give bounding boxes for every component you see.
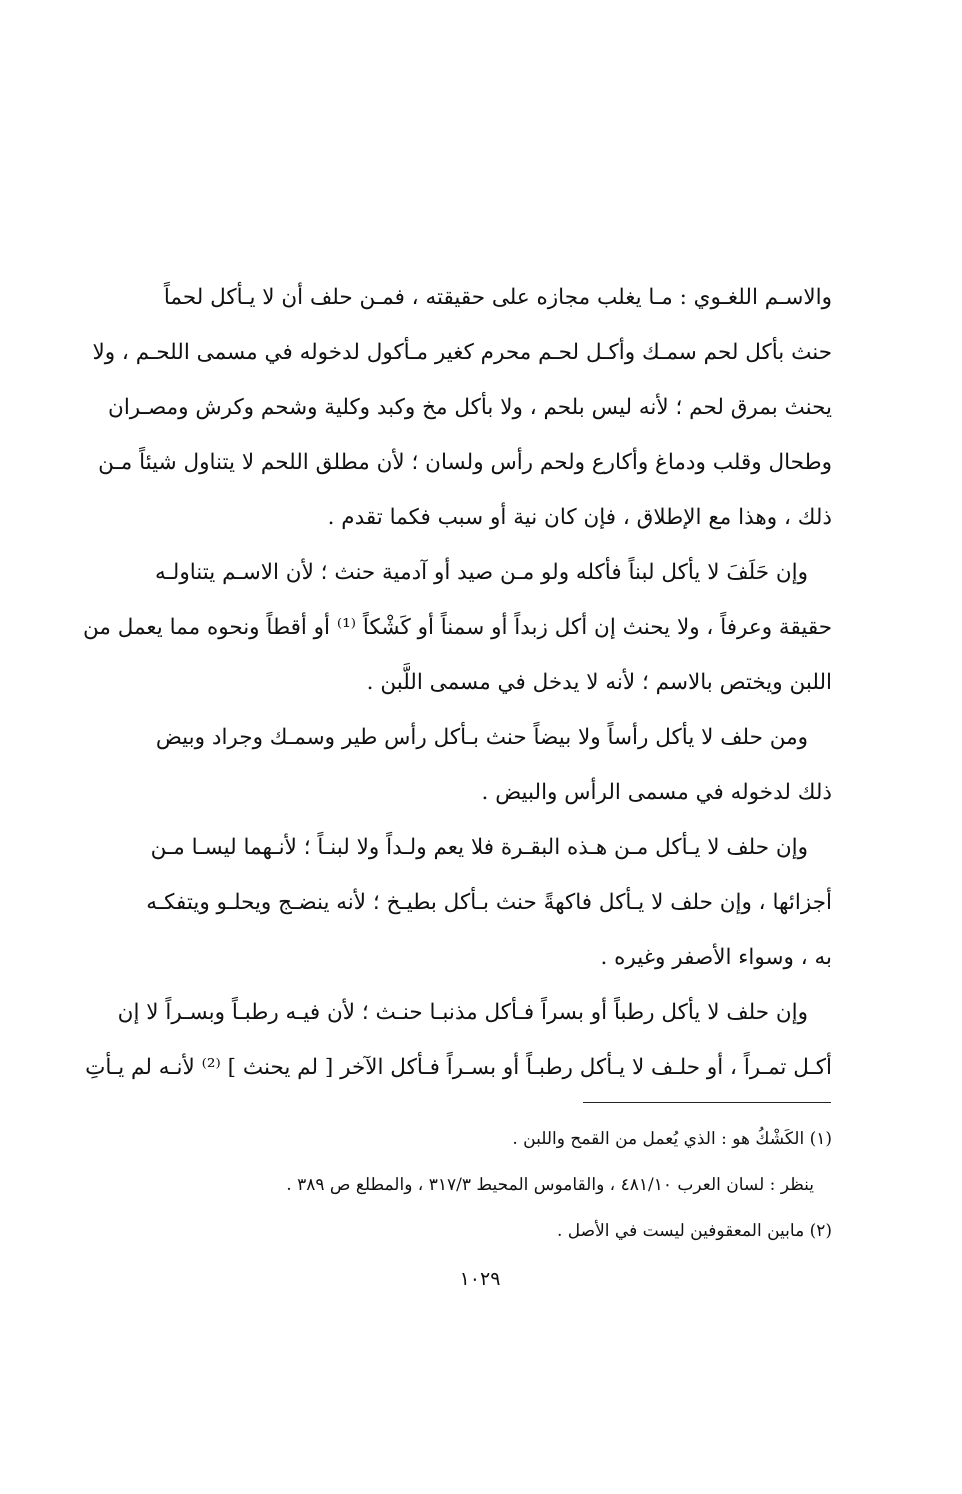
page-number: ١٠٢٩ xyxy=(459,1268,501,1290)
text-line: اللبن ويختص بالاسم ؛ لأنه لا يدخل في مسمى اللَّبن . xyxy=(366,670,832,695)
text-line: حنث بأكل لحم سمـك وأكـل لحـم محرم كغير مـأكول لدخوله في مسمى اللحـم ، ولا xyxy=(92,340,832,365)
text-line: ومن حلف لا يأكل رأساً ولا بيضاً حنث بـأكل رأس طير وسمـك وجراد وبيض xyxy=(155,725,808,750)
text-line: أجزائها ، وإن حلف لا يـأكل فاكهةً حنث بـأكل بطيـخ ؛ لأنه ينضـج ويحلـو ويتفكـه xyxy=(146,890,832,915)
footnote-1: (١) الكَشْكُ هو : الذي يُعمل من القمح واللبن . xyxy=(512,1129,832,1149)
text-line: وإن حلف لا يأكل رطباً أو بسراً فـأكل مذنبـا حنـث ؛ لأن فيـه رطبـاً وبسـراً لا إن xyxy=(117,1000,808,1025)
text-line: وإن حَلَفَ لا يأكل لبناً فأكله ولو مـن صيد أو آدمية حنث ؛ لأن الاسـم يتناولـه xyxy=(154,560,808,585)
text-line: حقيقة وعرفاً ، ولا يحنث إن أكل زبداً أو سمناً أو كَشْكاً ⁽¹⁾ أو أقطاً ونحوه مما يعمل من xyxy=(83,615,832,640)
text-line: وإن حلف لا يـأكل مـن هـذه البقـرة فلا يعم ولـداً ولا لبنـاً ؛ لأنـهما ليسـا مـن xyxy=(150,835,808,860)
text-line: والاسـم اللغـوي : مـا يغلب مجازه على حقيقته ، فمـن حلف أن لا يـأكل لحماً xyxy=(163,285,832,310)
footnote-divider xyxy=(583,1102,831,1103)
footnote-1-reference: ينظر : لسان العرب ٤٨١/١٠ ، والقاموس المحيط ٣١٧/٣ ، والمطلع ص ٣٨٩ . xyxy=(286,1175,814,1195)
text-line: ذلك ، وهذا مع الإطلاق ، فإن كان نية أو سبب فكما تقدم . xyxy=(327,505,832,530)
text-line: وطحال وقلب ودماغ وأكارع ولحم رأس ولسان ؛ لأن مطلق اللحم لا يتناول شيئاً مـن xyxy=(98,450,832,475)
text-line: أكـل تمـراً ، أو حلـف لا يـأكل رطبـاً أو بسـراً فـأكل الآخر [ لم يحنث ] ⁽²⁾ لأنـه لم يـأتِ xyxy=(85,1055,832,1080)
main-text xyxy=(83,270,832,1095)
footnote-2: (٢) مابين المعقوفين ليست في الأصل . xyxy=(556,1221,832,1241)
text-line: ذلك لدخوله في مسمى الرأس والبيض . xyxy=(481,780,832,805)
footnotes xyxy=(200,1126,832,1264)
text-line: به ، وسواء الأصفر وغيره . xyxy=(600,945,832,970)
text-line: يحنث بمرق لحم ؛ لأنه ليس بلحم ، ولا بأكل مخ وكبد وكلية وشحم وكرش ومصـران xyxy=(108,395,832,420)
